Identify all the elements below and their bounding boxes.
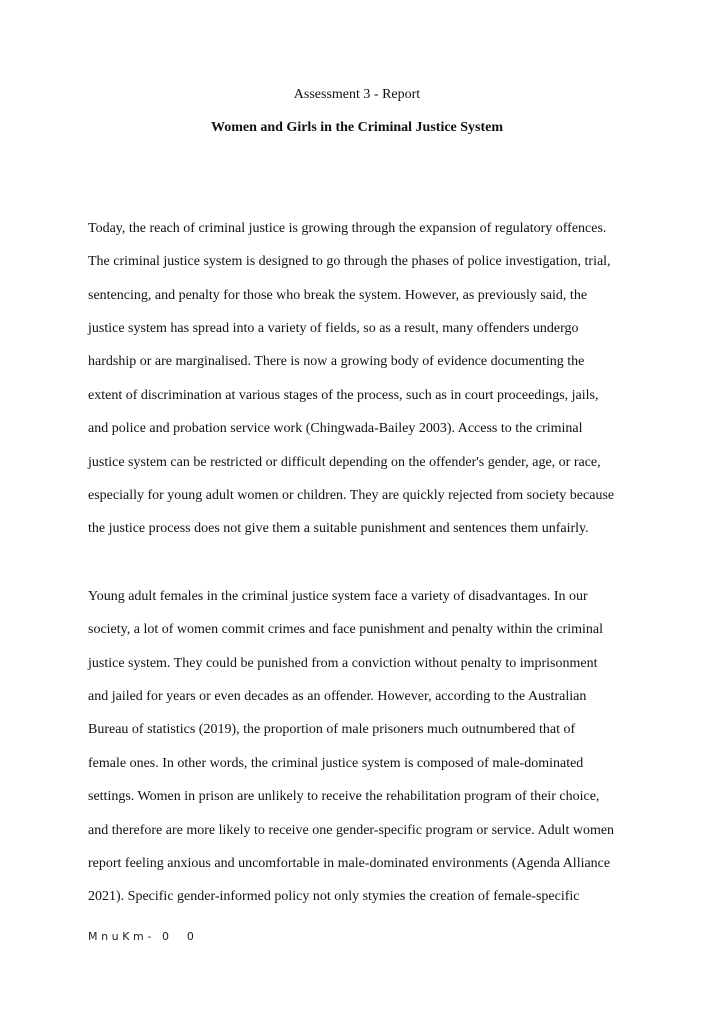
paragraph-line: hardship or are marginalised. There is now a growing body of evidence documenting the (88, 354, 585, 369)
paragraph-line: female ones. In other words, the criminal justice system is composed of male-dominated (88, 756, 584, 771)
report-title: Women and Girls in the Criminal Justice System (210, 120, 504, 135)
paragraph-line: Young adult females in the criminal justice system face a variety of disadvantages. In our (88, 589, 588, 604)
paragraph-line: The criminal justice system is designed to go through the phases of police investigation, trial, (88, 254, 611, 269)
paragraph-line: society, a lot of women commit crimes and face punishment and penalty within the criminal (88, 622, 604, 637)
paragraph-line: and jailed for years or even decades as an offender. However, according to the Australian (88, 689, 587, 704)
paragraph-line: the justice process does not give them a suitable punishment and sentences them unfairly. (88, 521, 589, 536)
paragraph-line: and therefore are more likely to receive one gender-specific program or service. Adult women (88, 823, 615, 838)
paragraph-line: justice system can be restricted or difficult depending on the offender's gender, age, or race, (88, 455, 601, 470)
paragraph-line: justice system has spread into a variety of fields, so as a result, many offenders undergo (88, 321, 579, 336)
paragraph-line: and police and probation service work (Chingwada-Bailey 2003). Access to the criminal (88, 421, 583, 436)
assessment-heading: Assessment 3 - Report (293, 87, 421, 102)
paragraph-line: extent of discrimination at various stages of the process, such as in court proceedings, jails, (88, 388, 599, 403)
page-footer: MnuKm- 0 0 (88, 930, 198, 943)
paragraph-line: report feeling anxious and uncomfortable in male-dominated environments (Agenda Alliance (88, 856, 611, 871)
paragraph-line: Bureau of statistics (2019), the proportion of male prisoners much outnumbered that of (88, 722, 576, 737)
paragraph-line: justice system. They could be punished from a conviction without penalty to imprisonment (88, 656, 598, 671)
paragraph-line: especially for young adult women or children. They are quickly rejected from society because (88, 488, 615, 503)
paragraph-line: sentencing, and penalty for those who break the system. However, as previously said, the (88, 288, 588, 303)
paragraph-line: 2021). Specific gender-informed policy not only stymies the creation of female-specific (88, 889, 580, 904)
paragraph-line: settings. Women in prison are unlikely to receive the rehabilitation program of their choice, (88, 789, 600, 804)
paragraph-line: Today, the reach of criminal justice is growing through the expansion of regulatory offences. (88, 221, 607, 236)
